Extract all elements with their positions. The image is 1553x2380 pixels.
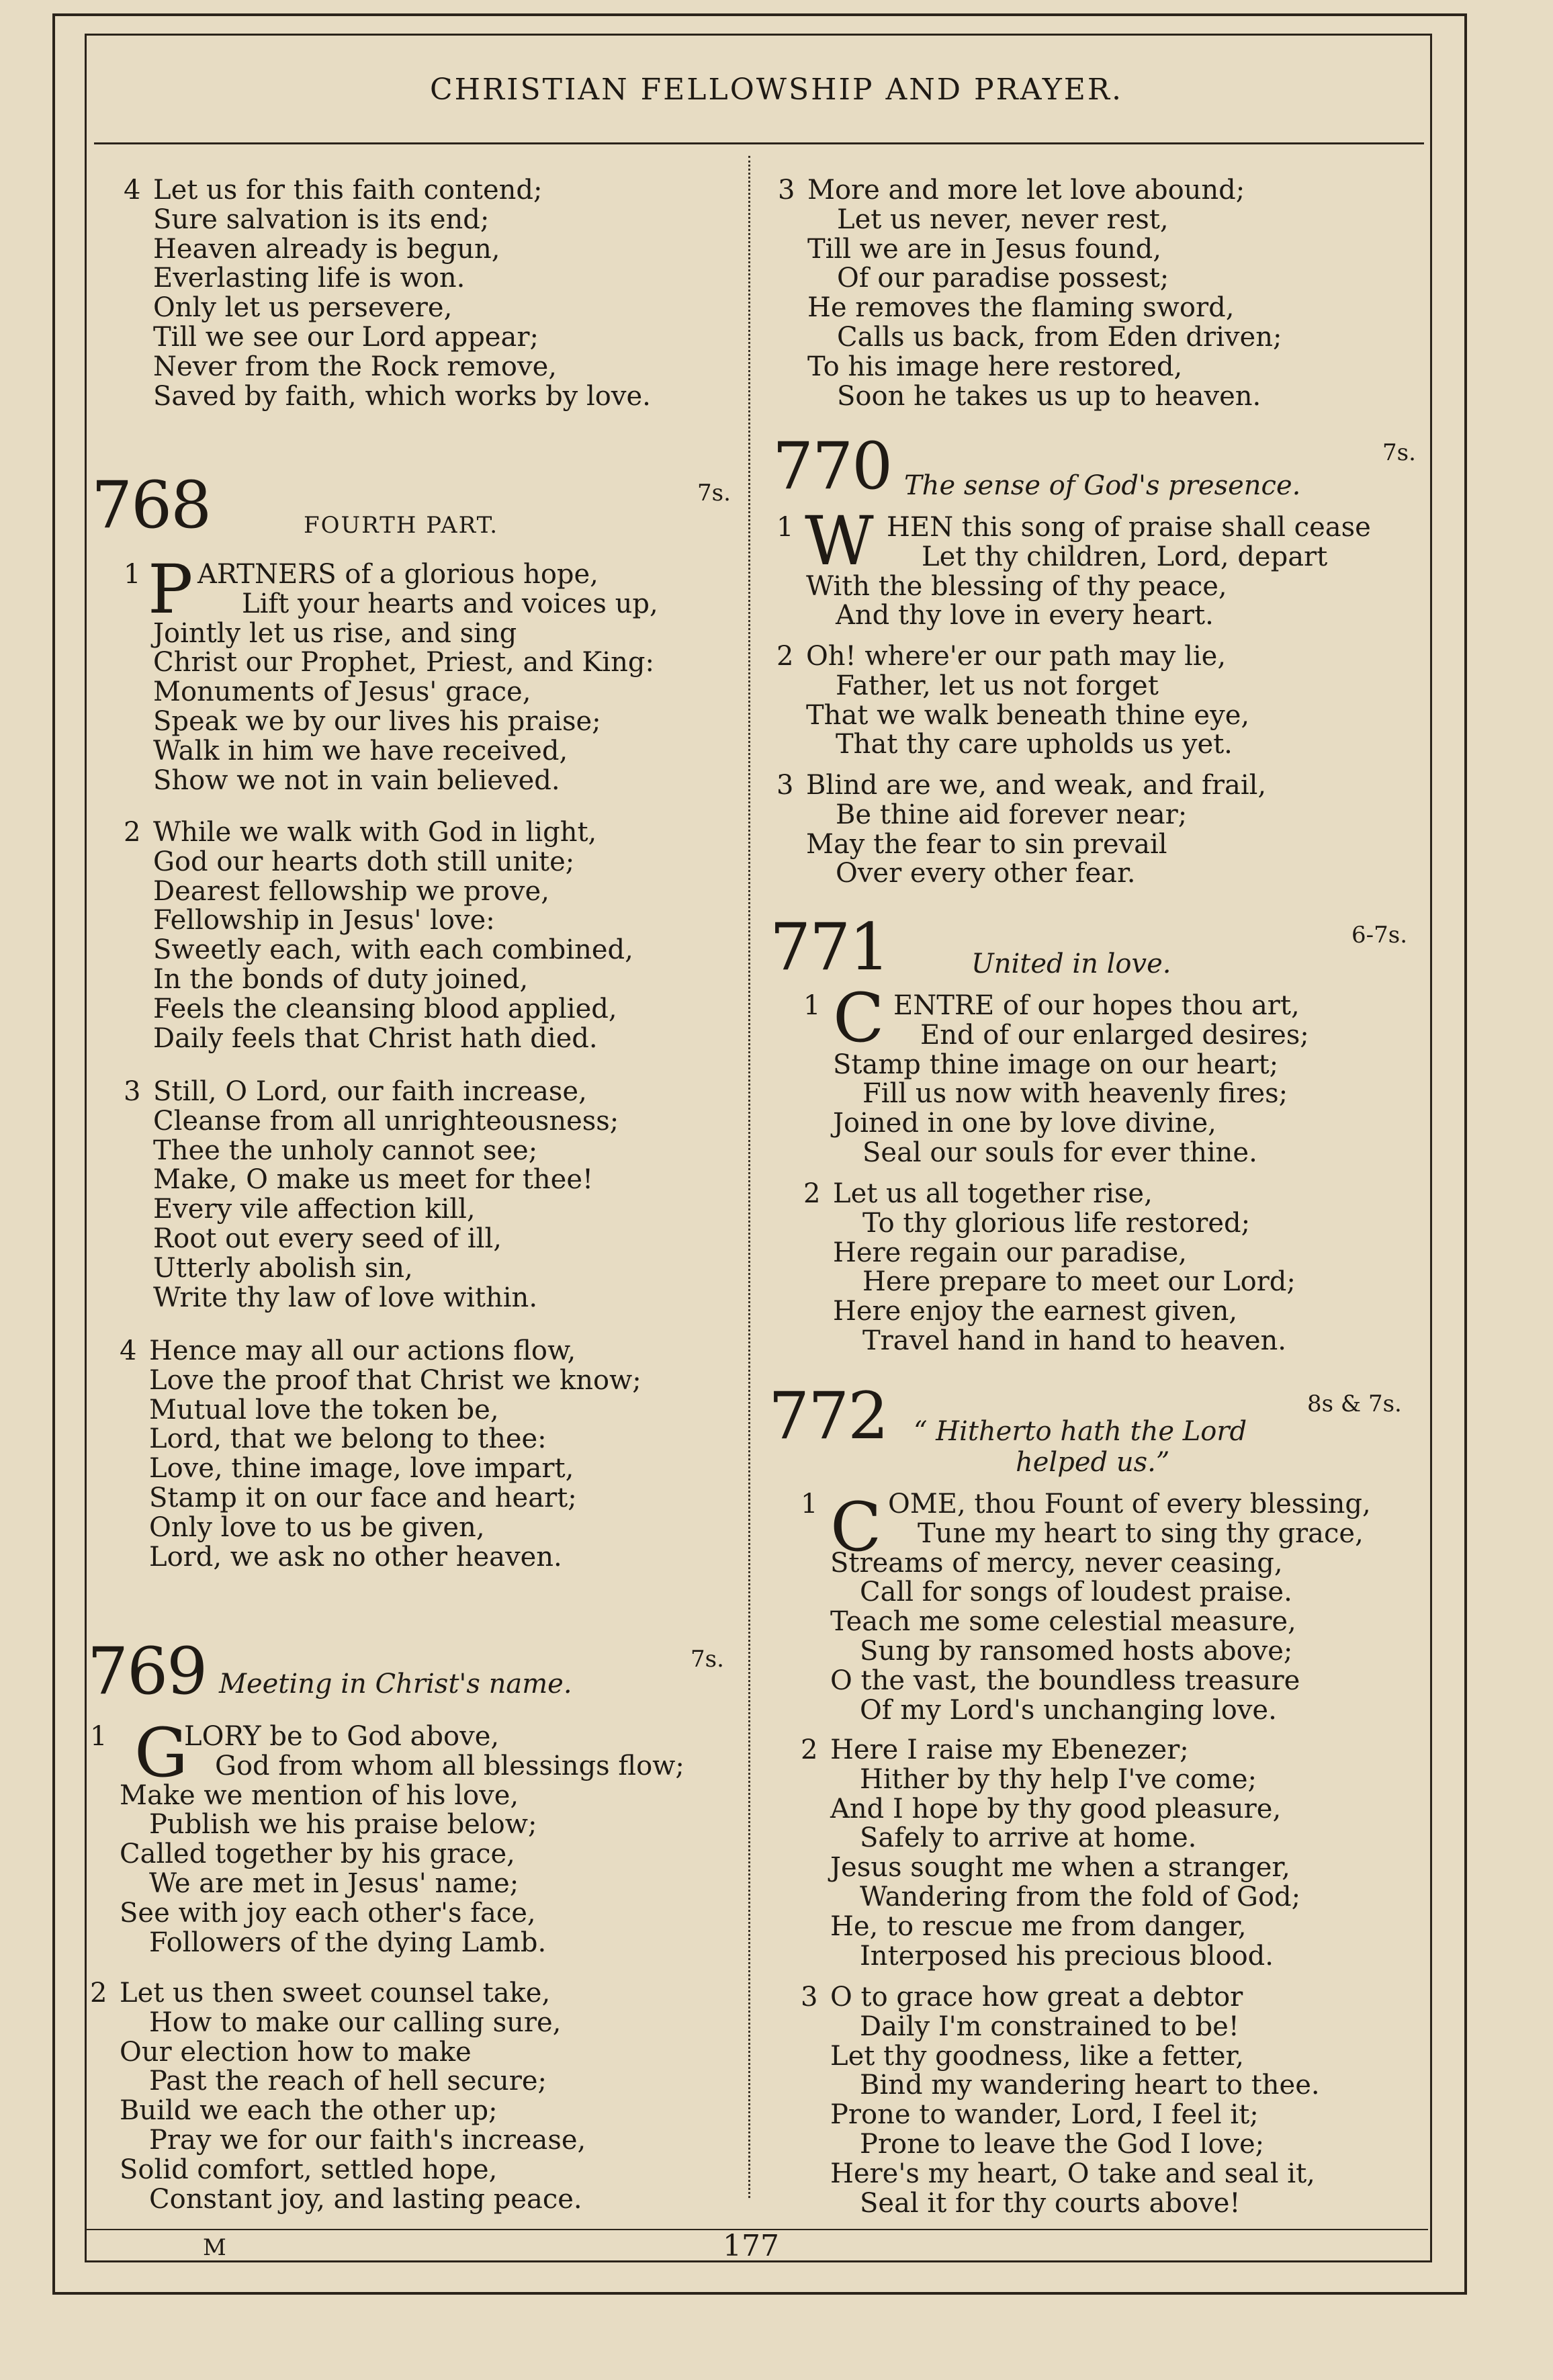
verse-line: Stamp it on our face and heart; — [149, 1482, 577, 1513]
page-number: 177 — [723, 2229, 779, 2263]
verse-line: Be thine aid forever near; — [836, 799, 1188, 830]
verse-line: Here's my heart, O take and seal it, — [830, 2158, 1315, 2189]
drop-cap: C — [830, 1488, 882, 1567]
hymn-meter: 6-7s. — [1351, 922, 1408, 949]
hymn-number: 770 — [772, 429, 892, 504]
verse-line: Travel hand in hand to heaven. — [862, 1325, 1286, 1356]
verse-number: 2 — [801, 1734, 818, 1765]
verse-line: Fellowship in Jesus' love: — [153, 905, 495, 936]
verse-number: 1 — [803, 990, 821, 1021]
verse-number: 3 — [777, 770, 794, 801]
verse-line: Call for songs of loudest praise. — [860, 1577, 1292, 1608]
signature-mark: M — [203, 2234, 226, 2261]
verse-line: ENTRE of our hopes thou art, — [893, 990, 1300, 1021]
verse-line: Show we not in vain believed. — [153, 764, 560, 796]
hymn-768-verse-3 — [124, 1076, 619, 1313]
verse-line: LORY be to God above, — [184, 1721, 500, 1752]
verse-line: Called together by his grace, — [120, 1839, 515, 1870]
verse-line: Prone to wander, Lord, I feel it; — [830, 2099, 1259, 2131]
verse-line: Everlasting life is won. — [153, 263, 465, 294]
verse-line: We are met in Jesus' name; — [149, 1867, 519, 1899]
verse-line: God our hearts doth still unite; — [153, 846, 575, 877]
hymn-number: 772 — [768, 1378, 888, 1454]
verse-line: Monuments of Jesus' grace, — [153, 676, 531, 708]
verse-line: Of our paradise possest; — [837, 263, 1169, 294]
page-title: CHRISTIAN FELLOWSHIP AND PRAYER. — [429, 73, 1124, 107]
verse-line: Heaven already is begun, — [153, 233, 500, 265]
verse-line: Joined in one by love divine, — [833, 1108, 1216, 1139]
hymn-768-verse-1 — [124, 559, 658, 796]
verse-line: Sung by ransomed hosts above; — [860, 1635, 1293, 1667]
verse-line: Jesus sought me when a stranger, — [830, 1852, 1290, 1884]
verse-line: Let us for this faith contend; — [153, 175, 543, 206]
drop-cap: P — [148, 550, 193, 629]
verse-line: Daily feels that Christ hath died. — [153, 1022, 598, 1054]
verse-line: Constant joy, and lasting peace. — [149, 2183, 582, 2215]
verse-line: Seal our souls for ever thine. — [862, 1137, 1257, 1168]
verse-number: 2 — [777, 641, 794, 672]
verse-line: Lift your hearts and voices up, — [242, 588, 658, 619]
verse-line: Lord, we ask no other heaven. — [149, 1541, 562, 1573]
verse-line: Past the reach of hell secure; — [149, 2066, 547, 2097]
verse-line: Thee the unholy cannot see; — [153, 1135, 538, 1166]
verse-line: Build we each the other up; — [120, 2095, 498, 2127]
hymn-771-verse-1 — [803, 990, 1309, 1168]
verse-number: 1 — [777, 512, 794, 543]
hymn-meter: 8s & 7s. — [1307, 1391, 1402, 1417]
verse-line: Never from the Rock remove, — [153, 351, 557, 382]
verse-line: Root out every seed of ill, — [153, 1223, 502, 1254]
verse-number: 4 — [120, 1335, 137, 1366]
header-rule — [94, 142, 1424, 144]
verse-line: Father, let us not forget — [836, 670, 1159, 701]
verse-line: Calls us back, from Eden driven; — [837, 321, 1282, 353]
verse-line: Oh! where'er our path may lie, — [806, 641, 1227, 672]
verse-line: Christ our Prophet, Priest, and King: — [153, 647, 654, 678]
verse-line: Teach me some celestial measure, — [830, 1606, 1296, 1638]
verse-line: O the vast, the boundless treasure — [830, 1665, 1300, 1696]
verse-line: Sweetly each, with each combined, — [153, 934, 633, 966]
verse-line: Utterly abolish sin, — [153, 1252, 413, 1284]
verse-line: Safely to arrive at home. — [860, 1822, 1197, 1854]
verse-number: 1 — [90, 1721, 107, 1752]
hymn-meter: 7s. — [697, 480, 731, 506]
verse-line: Let us never, never rest, — [837, 204, 1169, 235]
verse-line: Let thy goodness, like a fetter, — [830, 2040, 1244, 2072]
verse-line: How to make our calling sure, — [149, 2007, 562, 2038]
verse-line: Soon he takes us up to heaven. — [837, 380, 1261, 412]
verse-line: Speak we by our lives his praise; — [153, 705, 601, 737]
hymn-title: Meeting in Christ's name. — [219, 1669, 572, 1700]
verse-line: Still, O Lord, our faith increase, — [153, 1076, 587, 1107]
verse-line: Over every other fear. — [836, 858, 1136, 889]
verse-line: Let thy children, Lord, depart — [922, 541, 1328, 572]
hymn-meter: 7s. — [691, 1646, 724, 1673]
verse-line: Wandering from the fold of God; — [860, 1881, 1301, 1912]
hymn-772-verse-1 — [801, 1489, 1371, 1726]
verse-line: Here enjoy the earnest given, — [833, 1296, 1238, 1327]
hymn-770-verse-2 — [777, 641, 1250, 760]
verse-line: To thy glorious life restored; — [862, 1207, 1251, 1239]
verse-line: Here prepare to meet our Lord; — [862, 1266, 1296, 1298]
verse-number: 3 — [778, 175, 795, 206]
verse-line: HEN this song of praise shall cease — [887, 512, 1371, 543]
verse-number: 2 — [124, 817, 141, 848]
verse-line: Bind my wandering heart to thee. — [860, 2070, 1320, 2101]
drop-cap: G — [134, 1714, 188, 1792]
verse-number: 3 — [801, 1982, 818, 2013]
verse-prev-3 — [778, 175, 1282, 412]
hymn-title: “ Hitherto hath the Lord — [914, 1416, 1247, 1447]
verse-line: Pray we for our faith's increase, — [149, 2124, 586, 2156]
hymn-768-verse-4 — [120, 1335, 641, 1573]
verse-line: Mutual love the token be, — [149, 1394, 499, 1425]
verse-line: Love, thine image, love impart, — [149, 1453, 574, 1485]
hymn-772-verse-2 — [801, 1734, 1301, 1972]
hymn-number: 771 — [770, 910, 889, 985]
drop-cap: C — [833, 979, 885, 1057]
verse-line: Let us then sweet counsel take, — [120, 1978, 551, 2009]
verse-line: OME, thou Fount of every blessing, — [888, 1489, 1371, 1519]
verse-line: Tune my heart to sing thy grace, — [918, 1517, 1364, 1549]
verse-line: That thy care upholds us yet. — [836, 729, 1233, 760]
verse-line: In the bonds of duty joined, — [153, 963, 529, 995]
hymn-770-verse-1 — [777, 512, 1371, 631]
verse-line: More and more let love abound; — [807, 175, 1245, 206]
verse-line: Hither by thy help I've come; — [860, 1763, 1257, 1795]
verse-line: Followers of the dying Lamb. — [149, 1927, 547, 1958]
hymn-part: FOURTH PART. — [304, 512, 499, 539]
verse-line: Sure salvation is its end; — [153, 204, 490, 235]
verse-number: 1 — [124, 559, 141, 590]
verse-line: Blind are we, and weak, and frail, — [806, 770, 1267, 801]
verse-line: Cleanse from all unrighteousness; — [153, 1105, 619, 1137]
verse-line: Write thy law of love within. — [153, 1282, 538, 1313]
verse-line: See with joy each other's face, — [120, 1897, 536, 1929]
verse-line: Love the proof that Christ we know; — [149, 1364, 641, 1396]
verse-number: 2 — [90, 1978, 107, 2009]
hymn-title: United in love. — [971, 949, 1171, 979]
verse-line: O to grace how great a debtor — [830, 1982, 1243, 2013]
hymn-769-verse-1 — [90, 1714, 684, 1958]
verse-line: Only let us persevere, — [153, 292, 453, 324]
verse-line: Streams of mercy, never ceasing, — [830, 1547, 1283, 1579]
verse-line: Feels the cleansing blood applied, — [153, 993, 617, 1024]
verse-line: Interposed his precious blood. — [860, 1940, 1274, 1972]
verse-line: End of our enlarged desires; — [920, 1019, 1309, 1051]
verse-line: Make, O make us meet for thee! — [153, 1164, 594, 1196]
verse-line: Hence may all our actions flow, — [149, 1335, 576, 1366]
verse-line: And I hope by thy good pleasure, — [830, 1793, 1282, 1824]
verse-line: While we walk with God in light, — [153, 817, 597, 848]
verse-line: Till we are in Jesus found, — [807, 233, 1161, 265]
verse-line: Here regain our paradise, — [833, 1237, 1187, 1268]
verse-number: 3 — [124, 1076, 141, 1107]
hymn-number: 768 — [91, 468, 211, 543]
verse-line: Solid comfort, settled hope, — [120, 2154, 498, 2185]
verse-line: Every vile affection kill, — [153, 1194, 476, 1225]
hymn-769-verse-2 — [90, 1978, 586, 2215]
verse-line: And thy love in every heart. — [836, 600, 1214, 631]
verse-line: Here I raise my Ebenezer; — [830, 1734, 1189, 1765]
verse-line: Fill us now with heavenly fires; — [862, 1078, 1288, 1110]
verse-line: Stamp thine image on our heart; — [833, 1049, 1279, 1080]
verse-line: Till we see our Lord appear; — [153, 321, 539, 353]
hymn-768-verse-2 — [124, 817, 633, 1054]
hymn-number: 769 — [87, 1634, 207, 1709]
verse-line: To his image here restored, — [807, 351, 1183, 382]
verse-line: He, to rescue me from danger, — [830, 1910, 1247, 1942]
verse-line: Jointly let us rise, and sing — [153, 617, 517, 649]
drop-cap: W — [805, 502, 874, 580]
verse-line: Our election how to make — [120, 2036, 472, 2068]
hymn-meter: 7s. — [1382, 439, 1416, 466]
verse-number: 1 — [801, 1489, 818, 1519]
verse-line: Lord, that we belong to thee: — [149, 1423, 547, 1455]
verse-line: Saved by faith, which works by love. — [153, 380, 651, 412]
verse-line: Make we mention of his love, — [120, 1779, 519, 1811]
verse-line: Let us all together rise, — [833, 1178, 1153, 1209]
verse-line: May the fear to sin prevail — [806, 828, 1167, 860]
verse-line: Daily I'm constrained to be! — [860, 2011, 1239, 2042]
verse-line: Seal it for thy courts above! — [860, 2187, 1241, 2219]
verse-number: 2 — [803, 1178, 821, 1209]
verse-line: He removes the flaming sword, — [807, 292, 1235, 324]
hymn-title-cont: helped us.” — [1016, 1447, 1170, 1478]
verse-line: Dearest fellowship we prove, — [153, 875, 549, 907]
verse-line: Only love to us be given, — [149, 1511, 485, 1543]
verse-prev-4 — [124, 175, 651, 412]
hymn-770-verse-3 — [777, 770, 1267, 889]
verse-line: Prone to leave the God I love; — [860, 2128, 1265, 2160]
verse-number: 4 — [124, 175, 141, 206]
verse-line: That we walk beneath thine eye, — [806, 699, 1250, 731]
verse-line: Publish we his praise below; — [149, 1809, 537, 1841]
column-divider — [748, 156, 752, 2198]
hymn-772-verse-3 — [801, 1982, 1320, 2219]
verse-line: Of my Lord's unchanging love. — [860, 1694, 1277, 1726]
verse-line: With the blessing of thy peace, — [806, 570, 1227, 602]
verse-line: ARTNERS of a glorious hope, — [197, 559, 598, 590]
hymn-771-verse-2 — [803, 1178, 1296, 1356]
verse-line: God from whom all blessings flow; — [215, 1750, 684, 1781]
verse-line: Walk in him we have received, — [153, 735, 568, 766]
hymn-title: The sense of God's presence. — [904, 470, 1301, 501]
